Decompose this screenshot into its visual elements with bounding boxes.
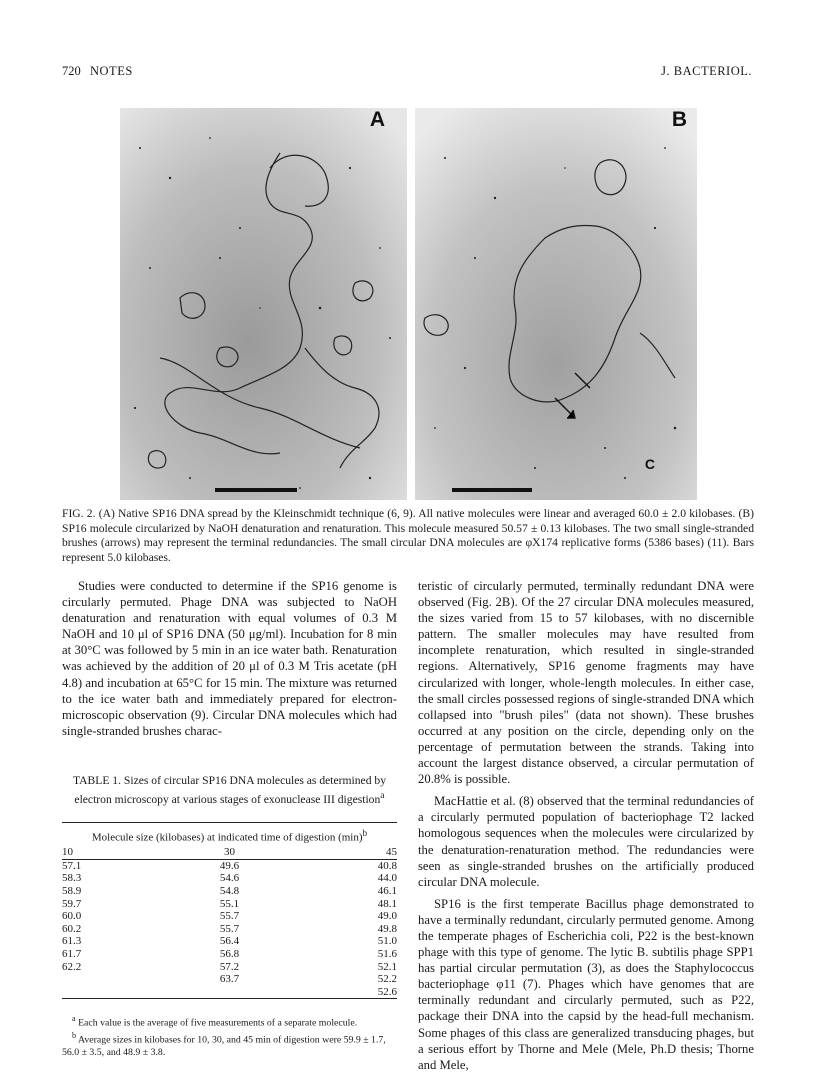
figure-caption: FIG. 2. (A) Native SP16 DNA spread by the Kleinschmidt technique (6, 9). All native molecules were linear and averaged 60.0 ± 2.0 kilobases. (B) SP16 molecule circularized by NaOH denaturation and renaturation. This molecule measured 50.57 ± 0.13 kilobases. The two small single-stranded brushes (arrows) may represent the terminal redundancies. The small circular DNA molecules are φX174 replicative forms (5386 bases) (11). Bars represent 5.0 kilobases. — [62, 507, 754, 564]
footnote-marker: b — [362, 828, 368, 838]
running-header — [62, 64, 752, 82]
panel-label-b: B — [671, 108, 687, 131]
column-header: 10 — [62, 846, 142, 859]
journal-name: J. BACTERIOL. — [661, 64, 752, 78]
table-row: 62.2 57.2 52.1 — [62, 960, 397, 973]
column-header: 30 — [142, 846, 317, 859]
table-row: 61.7 56.8 51.6 — [62, 948, 397, 960]
body-paragraph: teristic of circularly permuted, terminally redundant DNA were observed (Fig. 2B). Of the 27 circular DNA molecules measured, the sizes varied from 15 to 57 kilobases, with no discernible pattern. The smaller molecules may have resulted from incomplete renaturation, which resulted in single-stranded regions. Alternatively, SP16 genome fragments may have circularized with longer, whole-length molecules. In either case, the small circles possessed regions of single-stranded DNA which collapsed into "brush piles" (data not shown). These brushes occurred at any position on the circle, depending only on the percentage of permutation between the strands. Taking into account the largest distance observed, a circular permutation of 20.8% is possible. — [418, 579, 754, 787]
table-row: 57.1 49.6 40.8 — [62, 859, 397, 872]
table-row: 52.6 — [62, 986, 397, 999]
micrograph-a — [120, 108, 407, 500]
section-title: NOTES — [90, 64, 133, 78]
data-table — [62, 822, 397, 999]
phix174-circle-marker: C — [644, 456, 655, 472]
left-column — [62, 578, 397, 739]
body-paragraph: Studies were conducted to determine if the SP16 genome is circularly permuted. Phage DNA was subjected to NaOH denaturation and renaturation with equal volumes of 0.3 M NaOH and 10 μl of SP16 DNA (50 μg/ml). Incubation for 8 min at 30°C was followed by 5 min in an ice water bath. Renaturation was achieved by the addition of 20 μl of 0.3 M Tris acetate (pH 4.8) and incubation at 65°C for 15 min. The mixture was returned to the ice water bath and immediately prepared for electron-microscopic observation (9). Circular DNA molecules which had single-stranded brushes charac- — [62, 579, 397, 738]
scale-bar — [452, 488, 532, 492]
table-caption — [62, 774, 397, 807]
body-paragraph: MacHattie et al. (8) observed that the terminal redundancies of a circularly permuted population of bacteriophage T2 lacked homologous sequences when the molecules were circularized by the denaturation-renaturation method. The redundancies were seen as single-stranded brushes on the artificially produced circular DNA molecule. — [418, 794, 754, 889]
table-footnotes — [62, 1013, 397, 1059]
table-span-header — [62, 823, 397, 847]
table-row: 60.2 55.7 49.8 — [62, 922, 397, 935]
footnote: $^a$ Each value is the average of five measurements of a separate molecule. — [72, 1014, 358, 1029]
table-row: 60.0 55.7 49.0 — [62, 910, 397, 923]
table-row: 61.3 56.4 51.0 — [62, 935, 397, 948]
column-header: 45 — [317, 846, 397, 859]
table-caption-text: TABLE 1. Sizes of circular SP16 DNA molecules as determined by electron microscopy at various stages of exonuclease III digestion — [72, 774, 386, 806]
figure-panel-a — [120, 108, 407, 500]
panel-label-a: A — [369, 108, 385, 131]
table-row: 58.9 54.8 46.1 — [62, 885, 397, 898]
right-column — [418, 578, 754, 1073]
figure-panel-b — [415, 108, 697, 500]
table-row: 59.7 55.1 48.1 — [62, 897, 397, 910]
page-number: 720 — [62, 64, 81, 78]
span-header-text: Molecule size (kilobases) at indicated time of digestion (min) — [91, 831, 363, 844]
table-row: 63.7 52.2 — [219, 973, 397, 986]
body-paragraph: SP16 is the first temperate Bacillus phage demonstrated to have a terminally redundant, circularly permuted genome. Among the temperate phages of Escherichia coli, P22 is the best-known phage with this type of genome. The lytic B. subtilis phage SPP1 has partial circular permutation (3), as does the Staphylococcus bacteriophage φ11 (7). Phages which have genomes that are terminally redundant and circularly permuted, such as P22, package their DNA into the capsid by the head-full mechanism. Some phages of this class are generalized transducing phages, but a serious effort by Thorne and Mele (Mele, Ph.D thesis; Thorne and Mele, — [418, 896, 754, 1072]
footnote: $^b$ Average sizes in kilobases for 10, 30, and 45 min of digestion were 59.9 ± 1.7, 56.0 ± 3.5, and 48.9 ± 3.8. — [62, 1030, 386, 1058]
table-row: 58.3 54.6 44.0 — [62, 872, 397, 885]
footnote-marker: a — [380, 789, 385, 801]
scale-bar — [215, 488, 297, 492]
micrograph-b — [415, 108, 697, 500]
